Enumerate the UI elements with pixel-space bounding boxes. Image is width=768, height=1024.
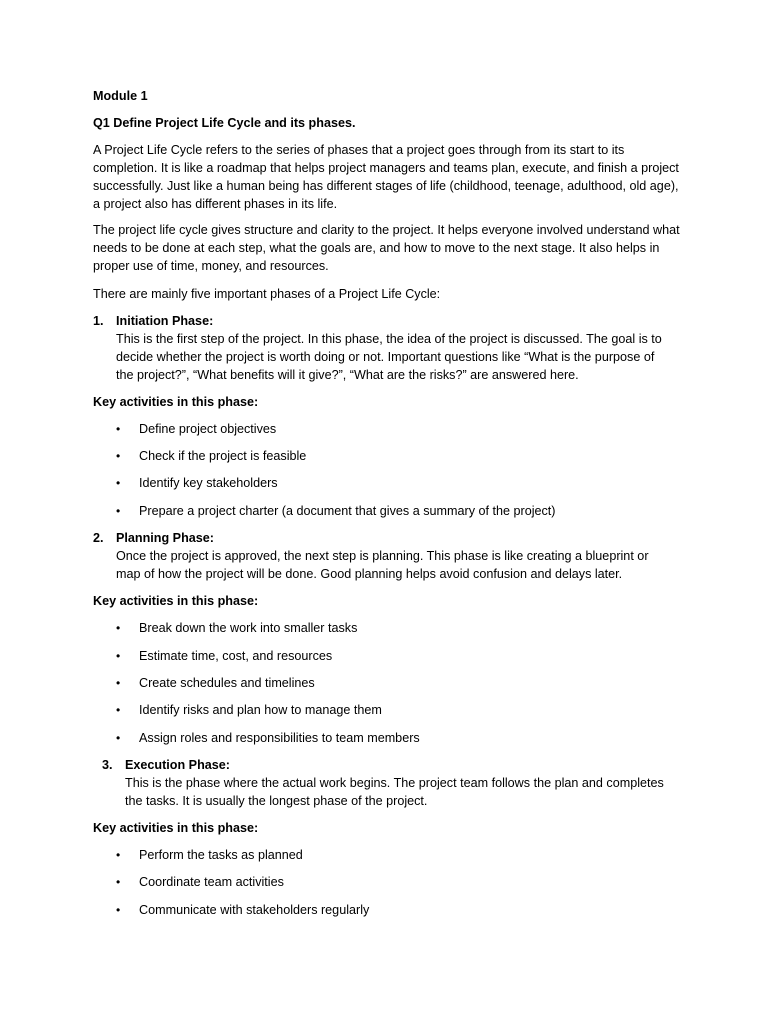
phase-3-text: This is the phase where the actual work begins. The project team follows the plan and completes the tasks. It is usually the longest phase of the project. <box>125 776 664 808</box>
bullet-icon: • <box>116 621 121 635</box>
bullet-icon: • <box>116 875 121 889</box>
phase-1-number: 1. <box>93 314 104 328</box>
list-item-text: Assign roles and responsibilities to team members <box>139 731 420 745</box>
phase-3-number: 3. <box>102 758 113 772</box>
bullet-icon: • <box>116 649 121 663</box>
bullet-icon: • <box>116 903 121 917</box>
intro-paragraph-3: There are mainly five important phases of a Project Life Cycle: <box>93 287 441 301</box>
question-heading: Q1 Define Project Life Cycle and its phases. <box>93 116 356 130</box>
module-heading: Module 1 <box>93 89 148 103</box>
list-item-text: Check if the project is feasible <box>139 449 307 463</box>
list-item-text: Coordinate team activities <box>139 875 284 889</box>
list-item-text: Communicate with stakeholders regularly <box>139 903 370 917</box>
phase-1-body <box>116 312 671 384</box>
list-item-text: Break down the work into smaller tasks <box>139 621 358 635</box>
phase-3-key-activities-label: Key activities in this phase: <box>93 821 259 835</box>
bullet-icon: • <box>116 676 121 690</box>
phase-1-key-activities-label: Key activities in this phase: <box>93 395 259 409</box>
list-item-text: Estimate time, cost, and resources <box>139 649 333 663</box>
phase-2-key-activities-label: Key activities in this phase: <box>93 594 259 608</box>
bullet-icon: • <box>116 422 121 436</box>
bullet-icon: • <box>116 703 121 717</box>
phase-2-text: Once the project is approved, the next step is planning. This phase is like creating a blueprint or map of how the project will be done. Good planning helps avoid confusion and delays later. <box>116 549 649 581</box>
bullet-icon: • <box>116 848 121 862</box>
intro-paragraph-1: A Project Life Cycle refers to the series of phases that a project goes through from its start to its completion. It is like a roadmap that helps project managers and teams plan, execute, and finish a project successfully. Just like a human being has different stages of life (childhood, teenage, adulthood, old age), a project also has different phases in its life. <box>93 143 679 211</box>
bullet-icon: • <box>116 731 121 745</box>
list-item-text: Prepare a project charter (a document that gives a summary of the project) <box>139 504 556 518</box>
bullet-icon: • <box>116 504 121 518</box>
list-item-text: Perform the tasks as planned <box>139 848 303 862</box>
phase-2-body <box>116 529 671 583</box>
intro-paragraph-2: The project life cycle gives structure and clarity to the project. It helps everyone involved understand what needs to be done at each step, what the goals are, and how to move to the next stage. It also helps in proper use of time, money, and resources. <box>93 223 680 273</box>
list-item-text: Identify key stakeholders <box>139 476 278 490</box>
phase-3-title: Execution Phase: <box>125 758 230 772</box>
list-item-text: Create schedules and timelines <box>139 676 315 690</box>
phase-1-text: This is the first step of the project. In this phase, the idea of the project is discussed. The goal is to decide whether the project is worth doing or not. Important questions like “What is the purpose of the project?”, “What benefits will it give?”, “What are the risks?” are answered here. <box>116 332 662 382</box>
phase-2-number: 2. <box>93 531 104 545</box>
phase-2-title: Planning Phase: <box>116 531 214 545</box>
bullet-icon: • <box>116 476 121 490</box>
bullet-icon: • <box>116 449 121 463</box>
list-item-text: Identify risks and plan how to manage them <box>139 703 382 717</box>
list-item-text: Define project objectives <box>139 422 277 436</box>
phase-1-title: Initiation Phase: <box>116 314 214 328</box>
phase-3-body <box>125 756 680 810</box>
